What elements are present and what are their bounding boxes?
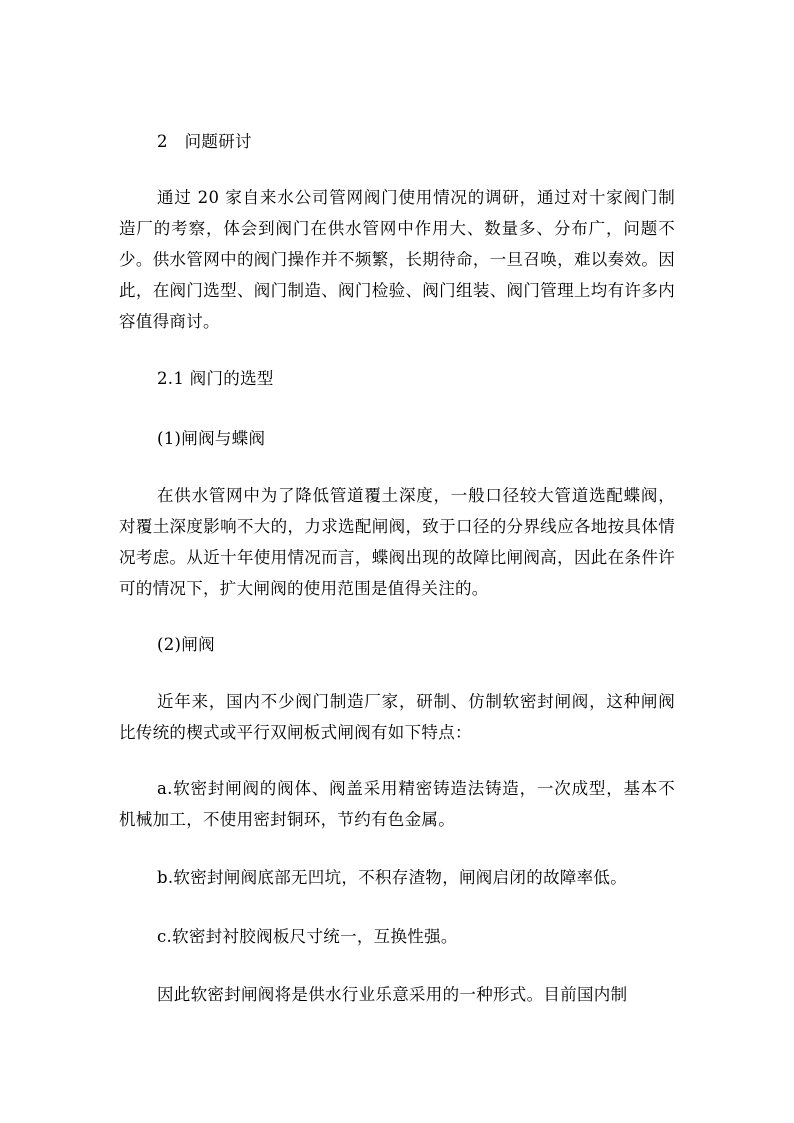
subheading-gate-and-butterfly: (1)闸阀与蝶阀 (157, 429, 266, 448)
paragraph-soft-seal-intro: 近年来，国内不少阀门制造厂家，研制、仿制软密封闸阀，这种闸阀比传统的楔式或平行双闸板式闸阀有如下特点： (119, 692, 675, 742)
intro-paragraph: 通过 20 家自来水公司管网阀门使用情况的调研，通过对十家阀门制造厂的考察，体会到阀门在供水管网中作用大、数量多、分布广，问题不少。供水管网中的阀门操作并不频繁，长期待命，一旦召唤，难以奏效。因此，在阀门选型、阀门制造、阀门检验、阀门组装、阀门管理上均有许多内容值得商讨。 (119, 188, 675, 331)
section-heading-2: 2 问题研讨 (157, 132, 252, 151)
list-item-c: c.软密封衬胶阀板尺寸统一，互换性强。 (157, 927, 458, 946)
subheading-gate-valve: (2)闸阀 (157, 635, 215, 654)
section-heading-2-1: 2.1 阀门的选型 (157, 369, 274, 388)
paragraph-conclusion: 因此软密封闸阀将是供水行业乐意采用的一种形式。目前国内制 (157, 985, 628, 1004)
paragraph-valve-selection: 在供水管网中为了降低管道覆土深度，一般口径较大管道选配蝶阀，对覆土深度影响不大的，力求选配闸阀，致于口径的分界线应各地按具体情况考虑。从近十年使用情况而言，蝶阀出现的故障比闸阀高，因此在条件许可的情况下，扩大闸阀的使用范围是值得关注的。 (119, 486, 675, 598)
list-item-a: a.软密封闸阀的阀体、阀盖采用精密铸造法铸造，一次成型，基本不机械加工，不使用密封铜环，节约有色金属。 (119, 779, 675, 829)
list-item-b: b.软密封闸阀底部无凹坑，不积存渣物，闸阀启闭的故障率低。 (157, 868, 628, 887)
